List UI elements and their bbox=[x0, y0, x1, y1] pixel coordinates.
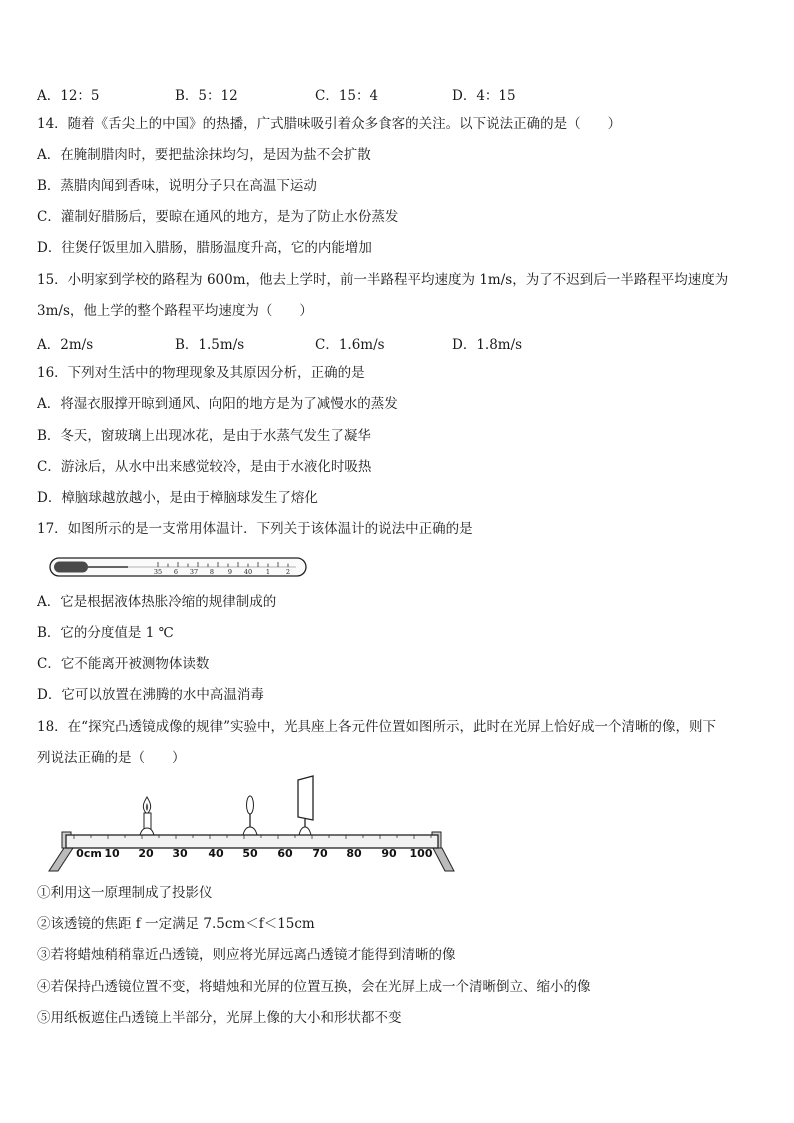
thermometer-figure bbox=[46, 553, 318, 583]
bench-label-40: 40 bbox=[208, 847, 224, 860]
q13-option-b: B．5：12 bbox=[175, 88, 238, 104]
thermo-label-37: 37 bbox=[189, 568, 199, 576]
q16-option-c: C．游泳后，从水中出来感觉较冷，是由于水液化时吸热 bbox=[37, 459, 372, 475]
q15-options bbox=[37, 333, 557, 351]
left-leg bbox=[49, 848, 73, 871]
q15-option-d: D．1.8m/s bbox=[452, 337, 523, 353]
q16-stem: 16．下列对生活中的物理现象及其原因分析，正确的是 bbox=[37, 365, 365, 381]
thermo-label-41: 1 bbox=[265, 568, 271, 576]
bench-label-30: 30 bbox=[172, 847, 188, 860]
bench-label-20: 20 bbox=[138, 847, 154, 860]
thermo-label-38: 8 bbox=[209, 568, 215, 576]
bench-label-60: 60 bbox=[277, 847, 293, 860]
thermo-label-42: 2 bbox=[285, 568, 291, 576]
thermometer-bulb bbox=[54, 562, 88, 573]
q16-option-a: A．将湿衣服撑开晾到通风、向阳的地方是为了减慢水的蒸发 bbox=[37, 396, 398, 412]
q17-option-b: B．它的分度值是 1 ℃ bbox=[37, 625, 174, 641]
q18-stem-line1: 18．在“探究凸透镜成像的规律”实验中，光具座上各元件位置如图所示，此时在光屏上恰好成一个清晰的像，则下 bbox=[37, 719, 716, 735]
convex-lens bbox=[243, 796, 257, 835]
q17-option-d: D．它可以放置在沸腾的水中高温消毒 bbox=[37, 687, 264, 703]
right-leg bbox=[433, 848, 454, 871]
q13-option-a: A．12：5 bbox=[37, 88, 100, 104]
bench-label-90: 90 bbox=[381, 847, 397, 860]
q15-option-c: C．1.6m/s bbox=[315, 337, 385, 353]
thermo-label-36: 6 bbox=[173, 568, 179, 576]
thermo-label-35: 35 bbox=[153, 568, 163, 576]
q18-statement-1: ①利用这一原理制成了投影仪 bbox=[37, 885, 213, 901]
bench-label-80: 80 bbox=[346, 847, 362, 860]
q15-stem-line2: 3m/s，他上学的整个路程平均速度为（ ） bbox=[37, 303, 313, 319]
q18-statement-4: ④若保持凸透镜位置不变，将蜡烛和光屏的位置互换，会在光屏上成一个清晰倒立、缩小的像 bbox=[37, 979, 591, 995]
q18-statement-5: ⑤用纸板遮住凸透镜上半部分，光屏上像的大小和形状都不变 bbox=[37, 1010, 402, 1026]
q13-option-d: D．4：15 bbox=[452, 88, 516, 104]
q17-option-a: A．它是根据液体热胀冷缩的规律制成的 bbox=[37, 594, 277, 610]
q16-option-b: B．冬天，窗玻璃上出现冰花，是由于水蒸气发生了凝华 bbox=[37, 428, 371, 444]
bench-label-10: 10 bbox=[104, 847, 120, 860]
q15-option-b: B．1.5m/s bbox=[175, 337, 245, 353]
bench-label-50: 50 bbox=[242, 847, 258, 860]
thermo-label-39: 9 bbox=[227, 568, 233, 576]
q18-statement-3: ③若将蜡烛稍稍靠近凸透镜，则应将光屏远离凸透镜才能得到清晰的像 bbox=[37, 947, 456, 963]
q14-option-d: D．往煲仔饭里加入腊肠，腊肠温度升高，它的内能增加 bbox=[37, 240, 372, 256]
bench-label-0: 0cm bbox=[76, 847, 102, 860]
q18-statement-2: ②该透镜的焦距 f 一定满足 7.5cm＜f＜15cm bbox=[37, 916, 315, 932]
q14-stem: 14．随着《舌尖上的中国》的热播，广式腊味吸引着众多食客的关注。以下说法正确的是（ ） bbox=[37, 116, 622, 132]
q18-stem-line2: 列说法正确的是（ ） bbox=[37, 750, 186, 766]
q13-option-c: C．15：4 bbox=[315, 88, 379, 104]
q14-option-b: B．蒸腊肉闻到香味，说明分子只在高温下运动 bbox=[37, 178, 317, 194]
bench-label-70: 70 bbox=[312, 847, 328, 860]
optical-bench-figure bbox=[40, 775, 470, 875]
q16-option-d: D．樟脑球越放越小，是由于樟脑球发生了熔化 bbox=[37, 490, 318, 506]
q14-option-c: C．灌制好腊肠后，要晾在通风的地方，是为了防止水份蒸发 bbox=[37, 209, 399, 225]
q15-stem-line1: 15．小明家到学校的路程为 600m，他去上学时，前一半路程平均速度为 1m/s，为了不迟到后一半路程平均速度为 bbox=[37, 272, 729, 288]
q13-options bbox=[37, 84, 557, 102]
thermo-label-40: 40 bbox=[243, 568, 253, 576]
q15-option-a: A．2m/s bbox=[37, 337, 94, 353]
q17-option-c: C．它不能离开被测物体读数 bbox=[37, 656, 210, 672]
q17-stem: 17．如图所示的是一支常用体温计．下列关于该体温计的说法中正确的是 bbox=[37, 521, 473, 537]
light-screen bbox=[298, 776, 313, 835]
bench-label-100: 100 bbox=[409, 847, 433, 860]
q14-option-a: A．在腌制腊肉时，要把盐涂抹均匀，是因为盐不会扩散 bbox=[37, 147, 371, 163]
